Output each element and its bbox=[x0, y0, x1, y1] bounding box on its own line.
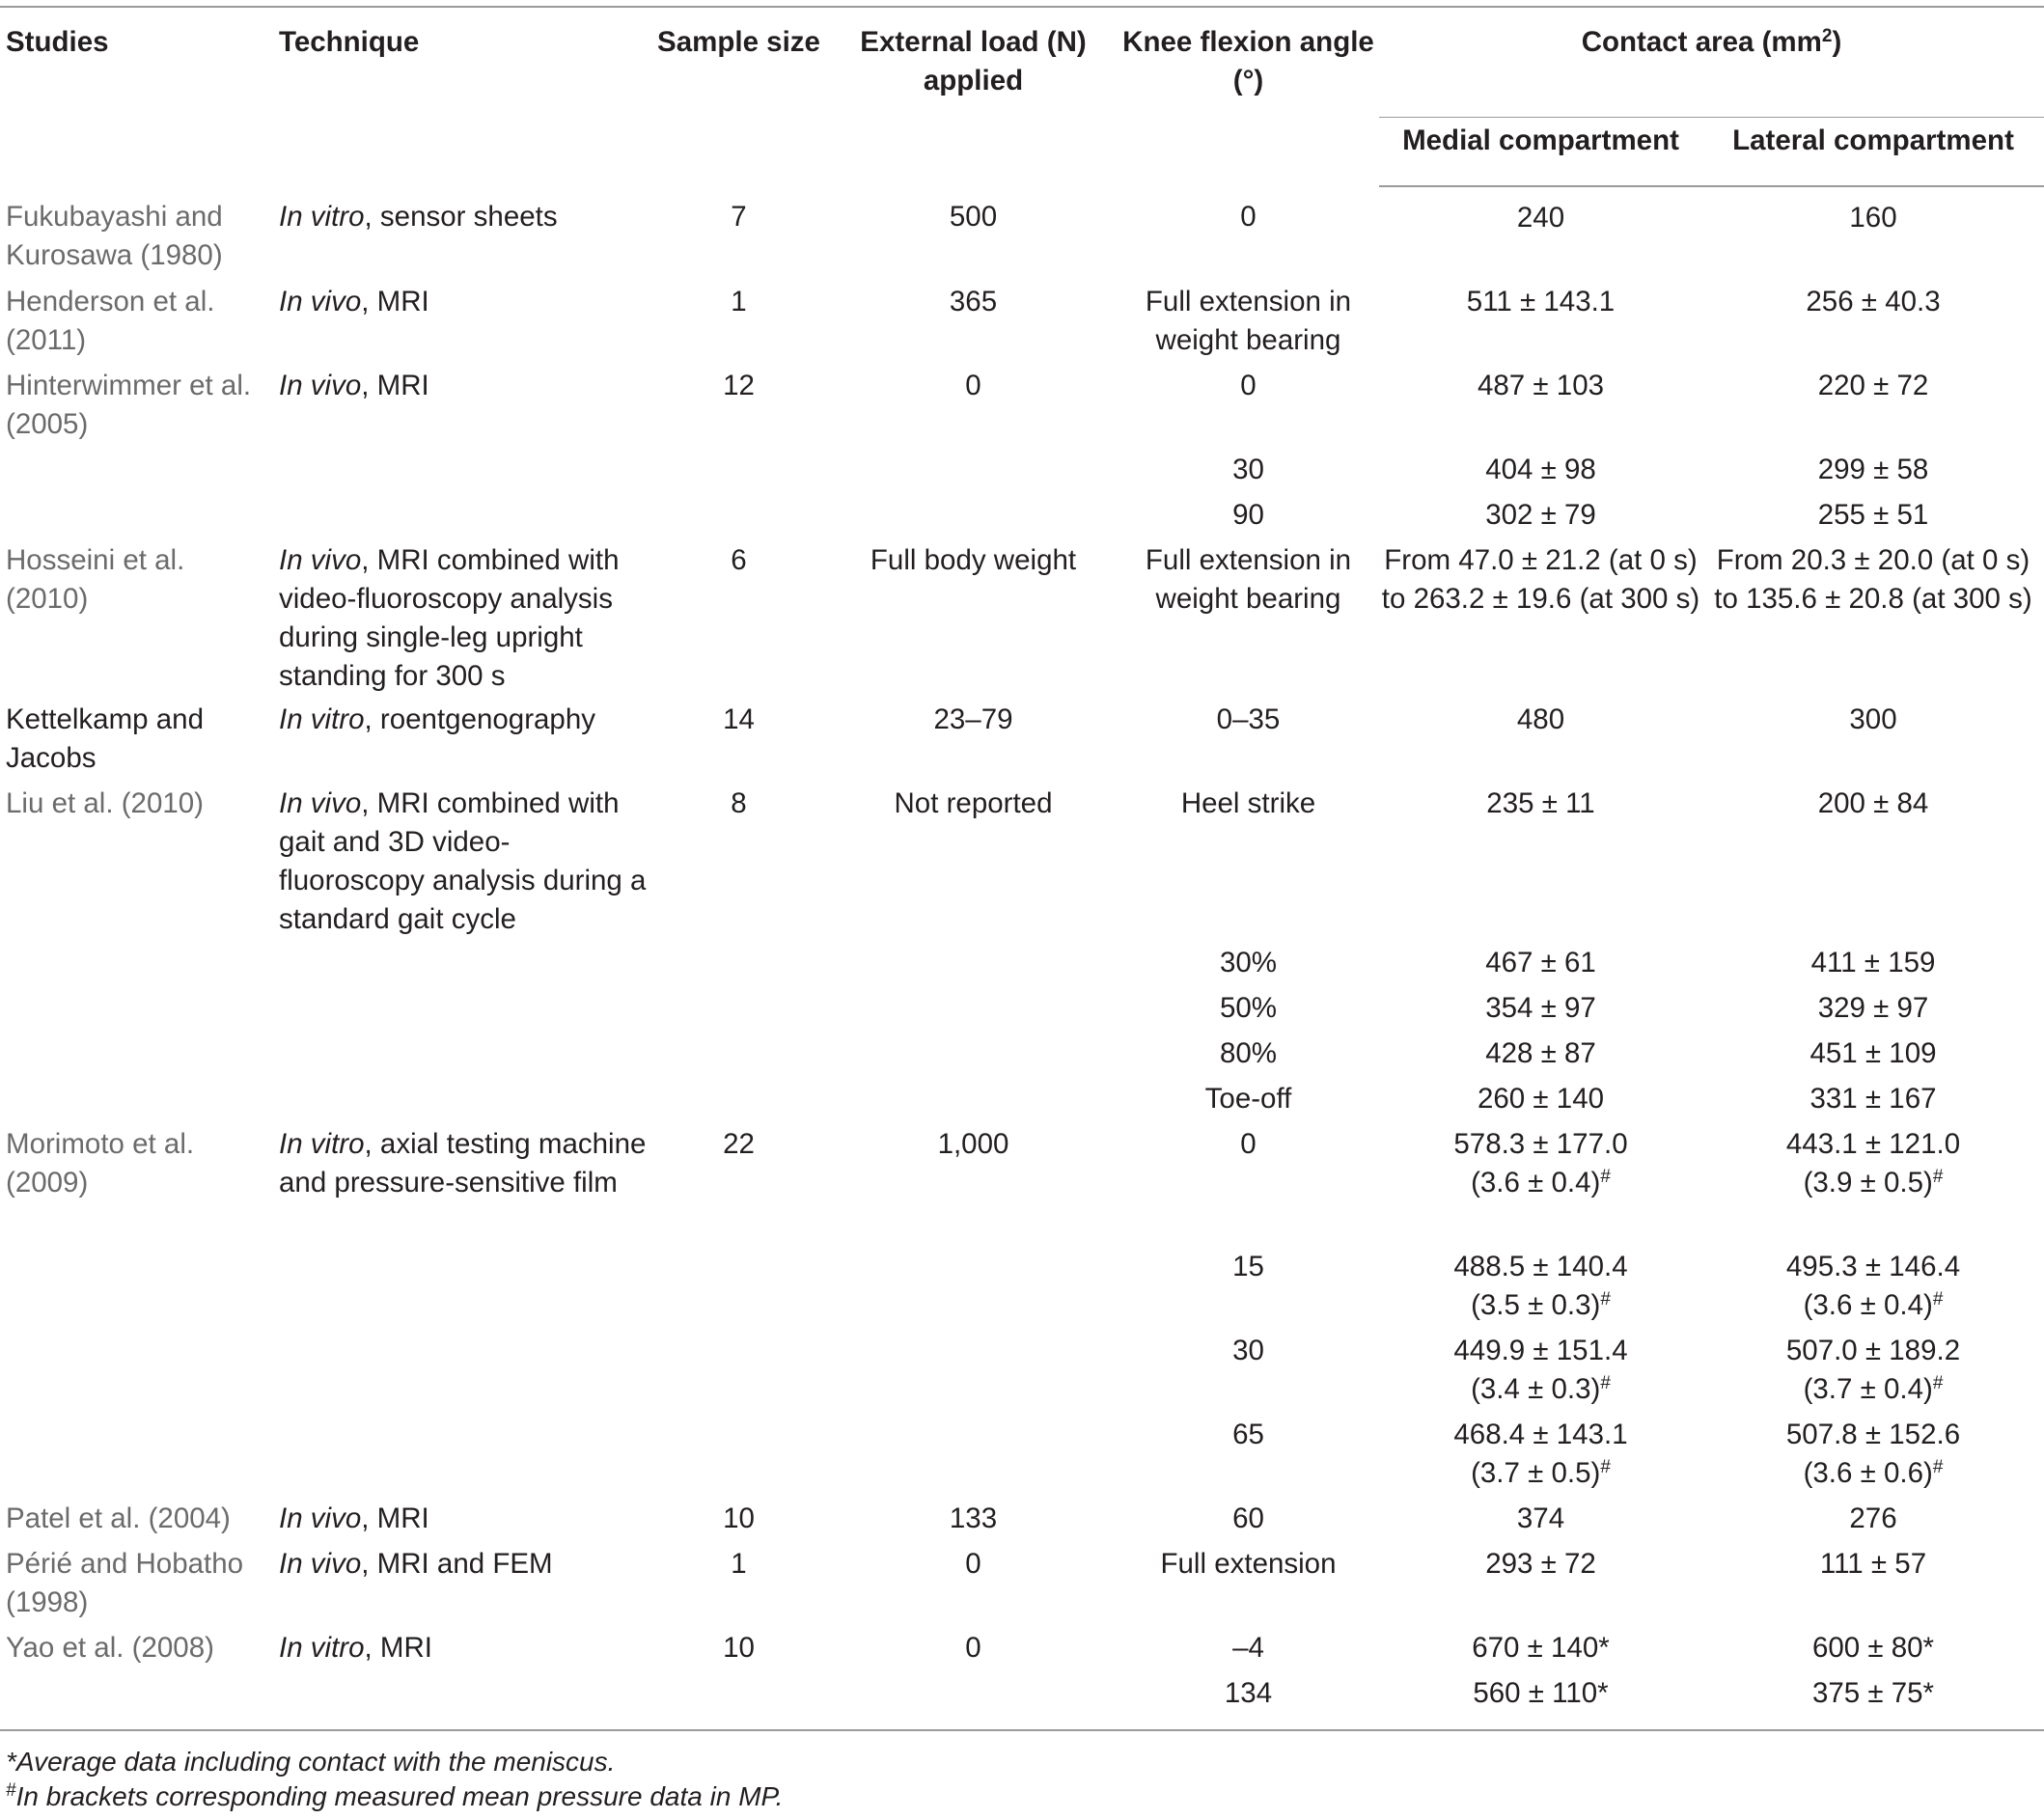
angle-cell: 60 bbox=[1232, 1502, 1264, 1534]
lateral-cell: 276 bbox=[1849, 1502, 1897, 1534]
load-cell: 23–79 bbox=[933, 703, 1013, 735]
sample-size-cell: 10 bbox=[723, 1502, 755, 1534]
table-row bbox=[0, 1674, 2044, 1730]
load-cell: 0 bbox=[965, 370, 981, 401]
sample-size-cell: 1 bbox=[731, 1548, 747, 1580]
header-contact-area: Contact area $(mm^2)$ bbox=[1379, 7, 2044, 118]
table-row bbox=[0, 1629, 2044, 1674]
lateral-cell: 507.8 ± 152.6 (3.6 ± 0.6)# bbox=[1785, 1419, 1961, 1489]
footnote-hash: #In brackets corresponding measured mean pressure data in MP. bbox=[6, 1780, 784, 1811]
contact-area-table bbox=[0, 6, 2044, 1731]
angle-cell: 134 bbox=[1118, 1674, 1379, 1730]
header-external-load: External load (N) applied bbox=[829, 7, 1118, 186]
lateral-cell: 331 ± 167 bbox=[1809, 1083, 1937, 1115]
lateral-cell: 329 ± 97 bbox=[1817, 992, 1929, 1024]
angle-cell: 0 bbox=[1240, 201, 1257, 233]
lateral-cell: 255 ± 51 bbox=[1817, 499, 1929, 531]
lateral-cell: 200 ± 84 bbox=[1817, 787, 1929, 819]
angle-cell: –4 bbox=[1232, 1632, 1264, 1664]
table-row bbox=[0, 989, 2044, 1034]
lateral-cell: 443.1 ± 121.0 (3.9 ± 0.5)# bbox=[1785, 1128, 1961, 1199]
study-cell: Morimoto et al. (2009) bbox=[6, 1128, 195, 1199]
sample-size-cell: 10 bbox=[723, 1632, 755, 1664]
study-cell: Liu et al. (2010) bbox=[6, 787, 204, 819]
lateral-cell: 411 ± 159 bbox=[1810, 947, 1936, 978]
table-row bbox=[0, 1500, 2044, 1545]
lateral-cell: 600 ± 80* bbox=[1811, 1632, 1935, 1664]
study-cell: Périé and Hobatho (1998) bbox=[6, 1548, 244, 1618]
load-cell: 1,000 bbox=[937, 1128, 1009, 1160]
medial-cell: 235 ± 11 bbox=[1486, 787, 1595, 819]
study-cell: Hosseini et al. (2010) bbox=[6, 544, 185, 615]
study-cell: Fukubayashi and Kurosawa (1980) bbox=[6, 201, 223, 271]
medial-cell: 302 ± 79 bbox=[1485, 499, 1596, 531]
load-cell: Full body weight bbox=[870, 544, 1077, 576]
medial-cell: 488.5 ± 140.4 (3.5 ± 0.3)# bbox=[1453, 1251, 1628, 1321]
medial-cell: 578.3 ± 177.0 (3.6 ± 0.4)# bbox=[1453, 1128, 1628, 1199]
table-row bbox=[0, 451, 2044, 496]
technique-cell: In vivo, MRI bbox=[279, 286, 429, 317]
sample-size-cell: 22 bbox=[723, 1128, 755, 1160]
medial-cell: 511 ± 143.1 bbox=[1466, 286, 1616, 317]
sample-size-cell: 7 bbox=[731, 201, 747, 233]
table-row bbox=[0, 496, 2044, 541]
table-row bbox=[0, 186, 2044, 283]
medial-cell: 487 ± 103 bbox=[1477, 370, 1605, 401]
load-cell: 500 bbox=[949, 201, 998, 233]
lateral-cell: 375 ± 75* bbox=[1702, 1674, 2044, 1730]
table-body bbox=[0, 186, 2044, 1730]
angle-cell: 30 bbox=[1232, 1335, 1264, 1366]
lateral-cell: 299 ± 58 bbox=[1817, 454, 1929, 485]
header-technique: Technique bbox=[273, 7, 649, 186]
angle-cell: Full extension in weight bearing bbox=[1145, 286, 1352, 356]
angle-cell: 90 bbox=[1232, 499, 1264, 531]
lateral-cell: 220 ± 72 bbox=[1817, 370, 1929, 401]
medial-cell: 240 bbox=[1516, 202, 1565, 234]
technique-cell: In vivo, MRI bbox=[279, 1502, 429, 1534]
technique-cell: In vivo, MRI combined with gait and 3D video-fluoroscopy analysis during a standard gait cycle bbox=[279, 787, 647, 935]
study-cell: Kettelkamp and Jacobs bbox=[6, 703, 204, 774]
table-footnotes bbox=[6, 1745, 783, 1814]
medial-cell: 670 ± 140* bbox=[1472, 1632, 1610, 1664]
study-cell: Yao et al. (2008) bbox=[6, 1632, 214, 1664]
technique-cell: In vitro, sensor sheets bbox=[279, 201, 558, 233]
table-row bbox=[0, 1034, 2044, 1080]
angle-cell: 15 bbox=[1232, 1251, 1264, 1282]
technique-cell: In vitro, roentgenography bbox=[279, 703, 595, 735]
sample-size-cell: 12 bbox=[723, 370, 755, 401]
header-lateral: Lateral compartment bbox=[1702, 118, 2044, 187]
angle-cell: Full extension bbox=[1160, 1548, 1337, 1580]
medial-cell: 293 ± 72 bbox=[1485, 1548, 1596, 1580]
angle-cell: Full extension in weight bearing bbox=[1145, 544, 1352, 615]
table-row bbox=[0, 1545, 2044, 1629]
table-row bbox=[0, 1248, 2044, 1332]
angle-cell: 50% bbox=[1219, 992, 1278, 1024]
table-row bbox=[0, 367, 2044, 451]
angle-cell: 30 bbox=[1232, 454, 1264, 485]
medial-cell: 260 ± 140 bbox=[1477, 1083, 1605, 1115]
sample-size-cell: 14 bbox=[723, 703, 755, 735]
medial-cell: 374 bbox=[1516, 1502, 1565, 1534]
study-cell: Henderson et al. (2011) bbox=[6, 286, 215, 356]
angle-cell: Heel strike bbox=[1180, 787, 1316, 819]
lateral-cell: 507.0 ± 189.2 (3.7 ± 0.4)# bbox=[1785, 1335, 1961, 1405]
sample-size-cell: 1 bbox=[731, 286, 747, 317]
medial-cell: 354 ± 97 bbox=[1485, 992, 1596, 1024]
lateral-cell: 160 bbox=[1849, 202, 1897, 234]
table-row bbox=[0, 944, 2044, 989]
lateral-cell: 495.3 ± 146.4 (3.6 ± 0.4)# bbox=[1785, 1251, 1961, 1321]
sample-size-cell: 6 bbox=[731, 544, 747, 576]
medial-cell: 449.9 ± 151.4 (3.4 ± 0.3)# bbox=[1453, 1335, 1628, 1405]
table-row bbox=[0, 283, 2044, 367]
medial-cell: 404 ± 98 bbox=[1485, 454, 1596, 485]
medial-cell: 467 ± 61 bbox=[1485, 947, 1596, 978]
lateral-cell: 300 bbox=[1849, 703, 1897, 735]
table-row bbox=[0, 1416, 2044, 1500]
angle-cell: 80% bbox=[1219, 1037, 1278, 1069]
table-row bbox=[0, 1080, 2044, 1125]
footnote-asterisk: *Average data including contact with the meniscus. bbox=[6, 1747, 616, 1777]
medial-cell: 480 bbox=[1516, 703, 1565, 735]
technique-cell: In vitro, MRI bbox=[279, 1632, 432, 1664]
table-row bbox=[0, 1125, 2044, 1248]
load-cell: 133 bbox=[949, 1502, 998, 1534]
table-row bbox=[0, 541, 2044, 701]
angle-cell: 0 bbox=[1240, 370, 1257, 401]
lateral-cell: 256 ± 40.3 bbox=[1806, 286, 1941, 317]
lateral-cell: From 20.3 ± 20.0 (at 0 s) to 135.6 ± 20.8 (at 300 s) bbox=[1714, 544, 2032, 615]
load-cell: 365 bbox=[949, 286, 998, 317]
study-cell: Patel et al. (2004) bbox=[6, 1502, 231, 1534]
table-row bbox=[0, 785, 2044, 944]
medial-cell: From 47.0 ± 21.2 (at 0 s) to 263.2 ± 19.6 (at 300 s) bbox=[1381, 544, 1700, 615]
angle-cell: Toe-off bbox=[1204, 1083, 1292, 1115]
technique-cell: In vivo, MRI bbox=[279, 370, 429, 401]
sample-size-cell: 8 bbox=[731, 787, 747, 819]
header-knee-flexion: Knee flexion angle (°) bbox=[1118, 7, 1379, 186]
load-cell: 0 bbox=[965, 1632, 981, 1664]
header-sample-size: Sample size bbox=[649, 7, 829, 186]
angle-cell: 0 bbox=[1240, 1128, 1257, 1160]
technique-cell: In vitro, axial testing machine and pressure-sensitive film bbox=[279, 1128, 647, 1199]
table-row bbox=[0, 1332, 2044, 1416]
load-cell: 0 bbox=[965, 1548, 981, 1580]
lateral-cell: 451 ± 109 bbox=[1809, 1037, 1937, 1069]
technique-cell: In vivo, MRI and FEM bbox=[279, 1548, 553, 1580]
study-cell: Hinterwimmer et al. (2005) bbox=[6, 370, 252, 440]
header-medial: Medial compartment bbox=[1379, 118, 1702, 187]
angle-cell: 65 bbox=[1232, 1419, 1264, 1450]
table-header bbox=[0, 7, 2044, 186]
table-row bbox=[0, 701, 2044, 785]
header-studies: Studies bbox=[0, 7, 273, 186]
medial-cell: 428 ± 87 bbox=[1485, 1037, 1596, 1069]
load-cell: Not reported bbox=[894, 787, 1053, 819]
medial-cell: 468.4 ± 143.1 (3.7 ± 0.5)# bbox=[1453, 1419, 1628, 1489]
angle-cell: 0–35 bbox=[1216, 703, 1281, 735]
technique-cell: In vivo, MRI combined with video-fluoroscopy analysis during single-leg upright standing for 300 s bbox=[279, 544, 620, 692]
lateral-cell: 111 ± 57 bbox=[1819, 1548, 1927, 1580]
angle-cell: 30% bbox=[1219, 947, 1278, 978]
medial-cell: 560 ± 110* bbox=[1379, 1674, 1702, 1730]
